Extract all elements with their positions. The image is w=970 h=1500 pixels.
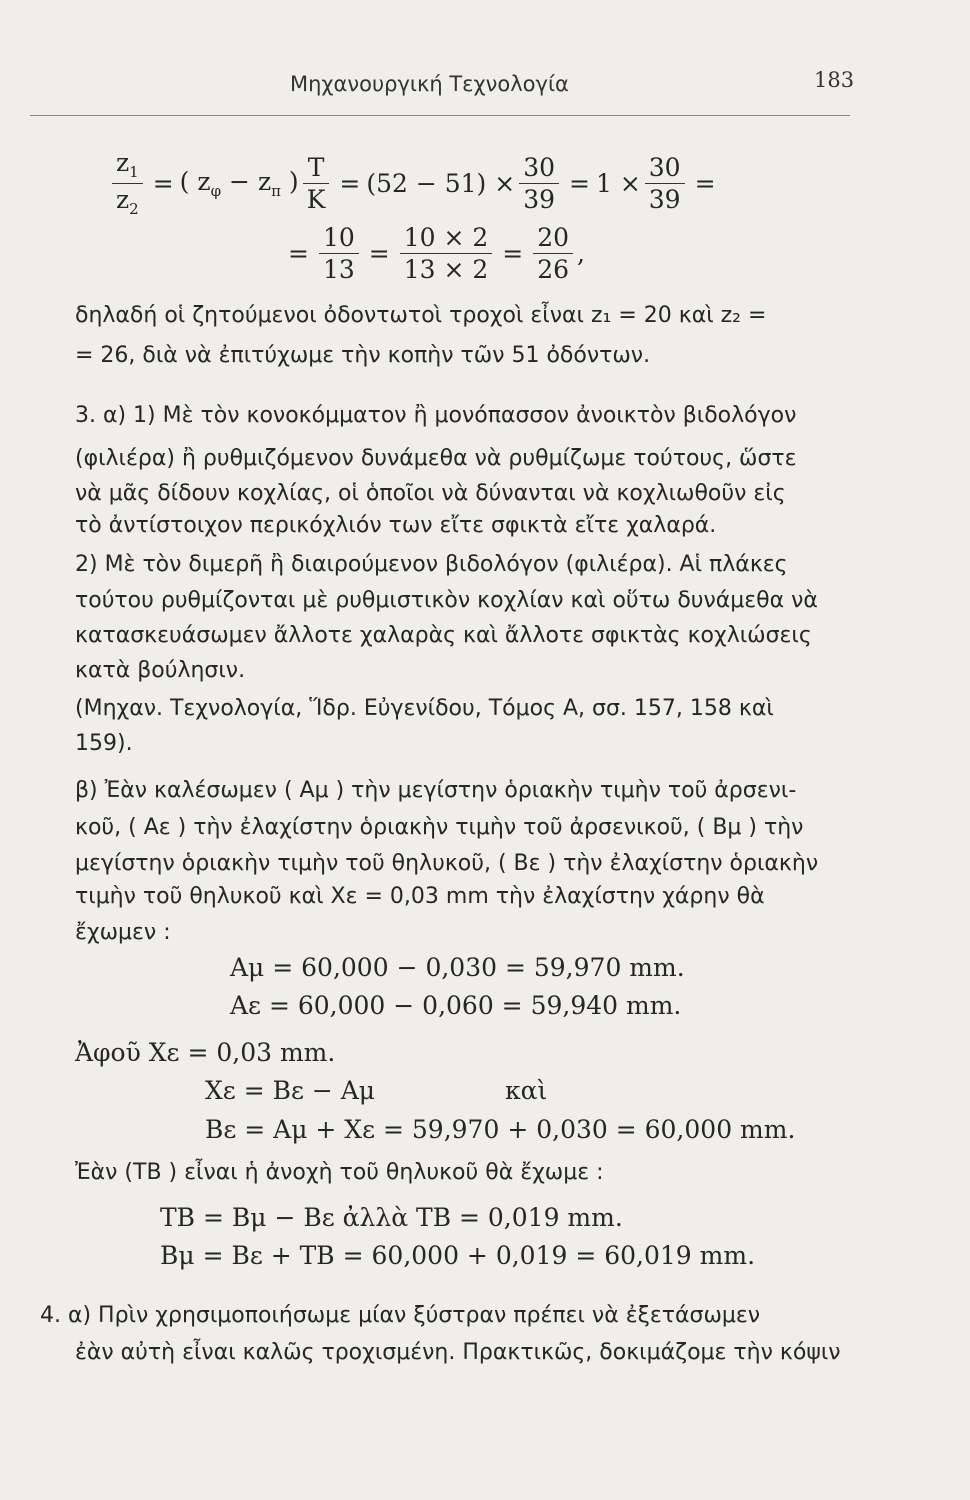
calc-line: Bμ = Bε + TB = 60,000 + 0,019 = 60,019 mm. — [160, 1241, 756, 1270]
text-line: 4. α) Πρὶν χρησιμοποιήσωμε μίαν ξύστραν πρέπει νὰ ἐξετάσωμεν — [40, 1303, 761, 1328]
equals-sign: = — [569, 169, 590, 198]
text-line: δηλαδή οἱ ζητούμενοι ὀδοντωτοὶ τροχοὶ εἶναι z₁ = 20 καὶ z₂ = — [75, 303, 767, 328]
equals-sign: = — [152, 169, 174, 198]
fraction-t-k: $\frac{T}{K}$ — [303, 155, 330, 212]
text-line: τὸ ἀντίστοιχον περικόχλιόν των εἴτε σφικτὰ εἴτε χαλαρά. — [75, 513, 717, 538]
equation-simplified: = $\frac{10}{13}$ = $\frac{10 \times 2}{13 \times 2}$ = $\frac{20}{26}$ , — [288, 223, 585, 284]
text-line: = 26, διὰ νὰ ἐπιτύχωμε τὴν κοπὴν τῶν 51 ὀδόντων. — [75, 343, 651, 368]
text-line: β) Ἐὰν καλέσωμεν ( Aμ ) τὴν μεγίστην ὁριακὴν τιμὴν τοῦ ἀρσενι- — [75, 778, 797, 803]
text-line: μεγίστην ὁριακὴν τιμὴν τοῦ θηλυκοῦ, ( Bε ) τὴν ἐλαχίστην ὁριακὴν — [75, 851, 819, 876]
equals-sign: = — [339, 169, 361, 198]
calc-line: TB = Bμ − Bε ἀλλὰ TB = 0,019 mm. — [160, 1203, 623, 1232]
text-line: Ἐὰν (TB ) εἶναι ἡ ἀνοχὴ τοῦ θηλυκοῦ θὰ ἔχωμε : — [75, 1160, 604, 1185]
text-line: (Μηχαν. Τεχνολογία, Ἵδρ. Εὐγενίδου, Τόμος Α, σσ. 157, 158 καὶ — [75, 696, 774, 721]
paren-expression: ( $z_\varphi - z_\pi$ ) — [179, 166, 299, 200]
calc-line: Xε = Bε − Aμ — [205, 1076, 376, 1105]
text-line: κατὰ βούλησιν. — [75, 658, 246, 683]
text-line: 3. α) 1) Μὲ τὸν κονοκόμματον ἢ μονόπασσον ἀνοικτὸν βιδολόγον — [75, 403, 797, 428]
equals-sign: = — [694, 169, 716, 198]
header-rule — [30, 115, 850, 116]
fraction-z1-z2: $\frac{z_1}{z_2}$ — [112, 150, 143, 217]
text-line: ἔχωμεν : — [75, 920, 171, 945]
text-line: 2) Μὲ τὸν διμερῆ ἢ διαιρούμενον βιδολόγον (φιλιέρα). Αἱ πλάκες — [75, 552, 788, 577]
page-header — [0, 62, 970, 102]
fraction-30-39: $\frac{30}{39}$ — [519, 155, 559, 212]
text-line: νὰ μᾶς δίδουν κοχλίας, οἱ ὁποῖοι νὰ δύνανται νὰ κοχλιωθοῦν εἰς — [75, 481, 786, 506]
text-line: ἐὰν αὐτὴ εἶναι καλῶς τροχισμένη. Πρακτικῶς, δοκιμάζομε τὴν κόψιν — [75, 1340, 841, 1365]
calc-line: Aε = 60,000 − 0,060 = 59,940 mm. — [230, 991, 682, 1020]
fraction-30-39-b: $\frac{30}{39}$ — [645, 155, 685, 212]
equals-sign: = — [502, 239, 524, 268]
fraction-10x2-13x2: $\frac{10 \times 2}{13 \times 2}$ — [400, 225, 493, 282]
text-line: 159). — [75, 731, 133, 756]
text-line: (φιλιέρα) ἢ ρυθμιζόμενον δυνάμεθα νὰ ρυθμίζωμε τούτους, ὥστε — [75, 446, 797, 471]
difference-term: (52 − 51) × — [366, 169, 516, 198]
text-line: τιμὴν τοῦ θηλυκοῦ καὶ Xε = 0,03 mm τὴν ἐλαχίστην χάρην θὰ — [75, 884, 765, 909]
equals-sign: = — [368, 239, 390, 268]
calc-line: Bε = Aμ + Xε = 59,970 + 0,030 = 60,000 mm. — [205, 1115, 796, 1144]
calc-line: Ἀφοῦ Xε = 0,03 mm. — [75, 1038, 336, 1067]
text-line: κατασκευάσωμεν ἄλλοτε χαλαρὰς καὶ ἄλλοτε σφικτὰς κοχλιώσεις — [75, 623, 812, 648]
text-line: τούτου ρυθμίζονται μὲ ρυθμιστικὸν κοχλίαν καὶ οὕτω δυνάμεθα νὰ — [75, 588, 818, 613]
fraction-20-26: $\frac{20}{26}$ — [533, 225, 573, 282]
text-line: κοῦ, ( Aε ) τὴν ἐλαχίστην ὁριακὴν τιμὴν τοῦ ἀρσενικοῦ, ( Bμ ) τὴν — [75, 815, 804, 840]
equals-sign: = — [288, 239, 309, 268]
calc-word: καὶ — [505, 1076, 548, 1105]
one-times-term: 1 × — [595, 169, 641, 198]
page-number: 183 — [814, 68, 855, 92]
calc-line: Aμ = 60,000 − 0,030 = 59,970 mm. — [230, 953, 685, 982]
equation-gear-ratio — [108, 150, 722, 217]
fraction-10-13: $\frac{10}{13}$ — [319, 225, 359, 282]
running-title: Μηχανουργική Τεχνολογία — [290, 72, 569, 96]
